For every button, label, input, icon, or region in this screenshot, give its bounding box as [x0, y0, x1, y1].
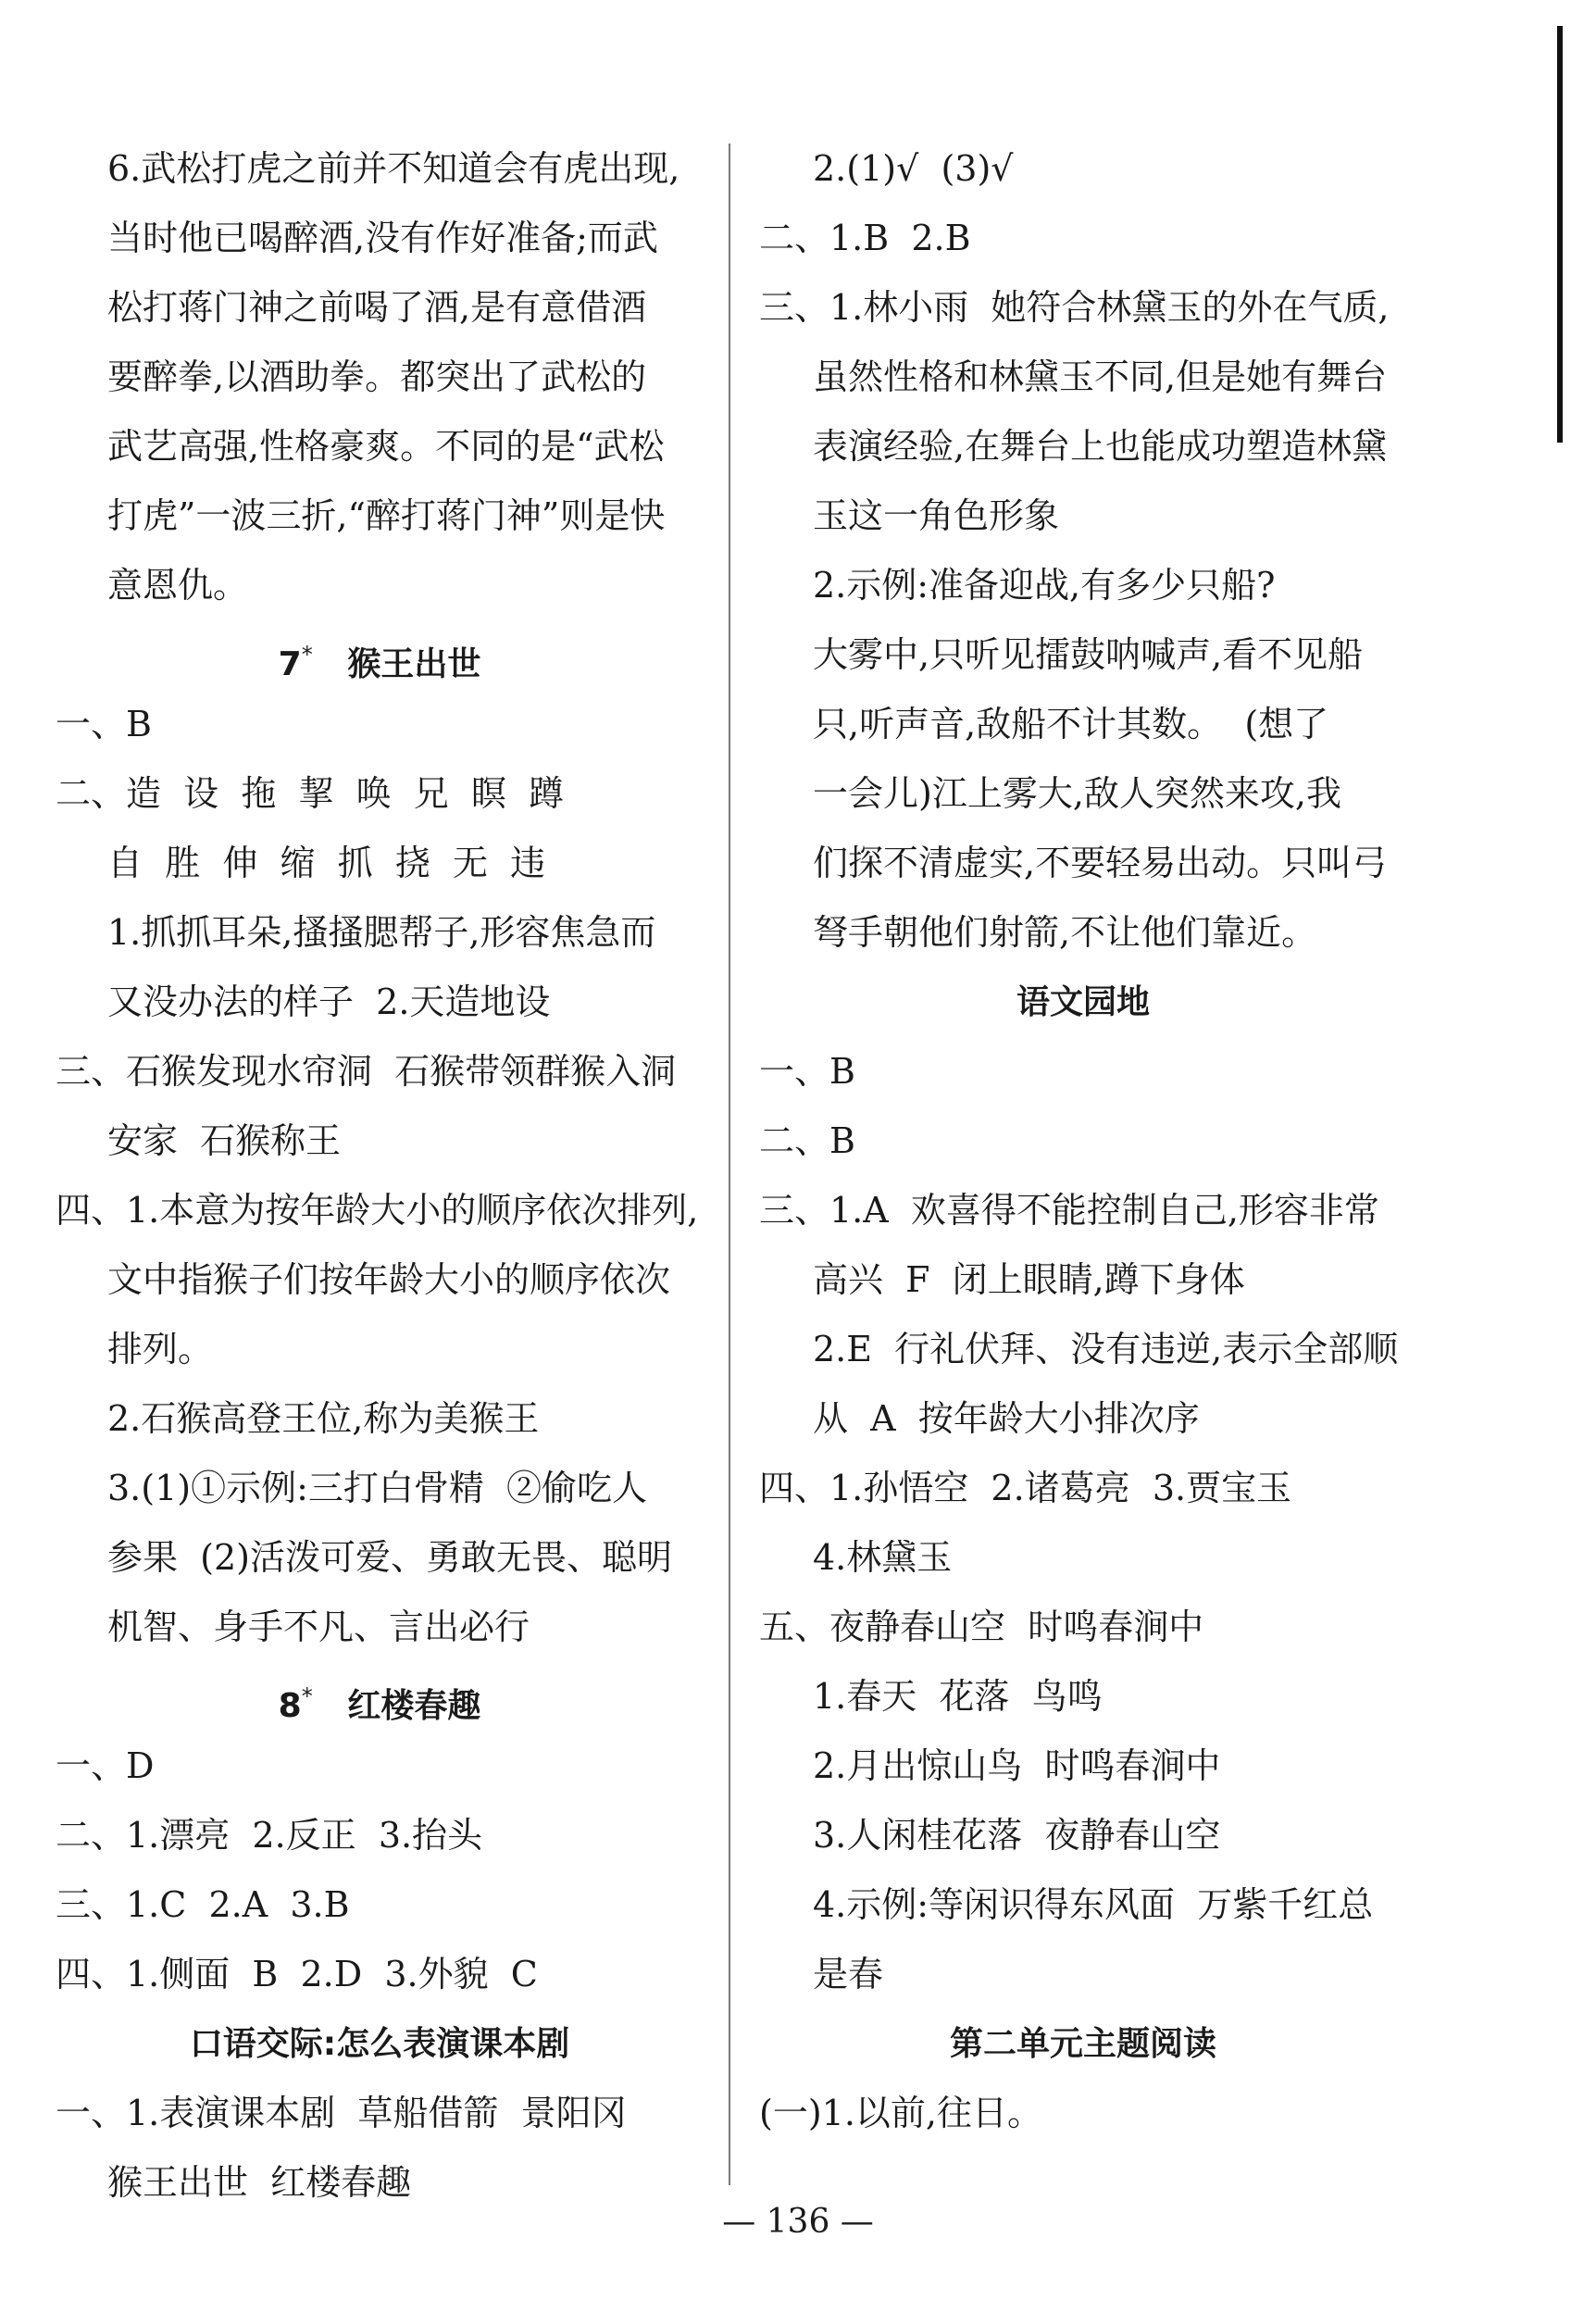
section-heading: [56, 620, 704, 690]
section-number: 8: [278, 1687, 302, 1725]
section-title: 猴王出世: [347, 645, 481, 683]
answer-line: 一、B: [56, 704, 152, 744]
answer-line: 2.示例:准备迎战,有多少只船?: [813, 565, 1276, 606]
answer-line: 从 A 按年龄大小排次序: [813, 1398, 1200, 1439]
answer-line: 三、1.C 2.A 3.B: [56, 1884, 350, 1925]
optional-mark: *: [301, 642, 313, 668]
answer-line: 机智、身手不凡、言出必行: [107, 1607, 530, 1647]
answer-line: 只,听声音,敌船不计其数。 (想了: [813, 704, 1329, 744]
answer-line: 安家 石猴称王: [107, 1120, 342, 1161]
answer-line: 4.林黛玉: [813, 1537, 953, 1578]
answer-line: 6.武松打虎之前并不知道会有虎出现,: [107, 148, 680, 189]
answer-line: 排列。: [107, 1329, 214, 1369]
answer-line: 表演经验,在舞台上也能成功塑造林黛: [813, 426, 1388, 467]
column-divider: [729, 144, 730, 2185]
section-heading: [759, 2009, 1407, 2079]
answer-line: 打虎”一波三折,“醉打蒋门神”则是快: [107, 495, 666, 536]
answer-line: 四、1.本意为按年龄大小的顺序依次排列,: [56, 1190, 699, 1231]
answer-line: 3.人闲桂花落 夜静春山空: [813, 1815, 1221, 1856]
section-title: 第二单元主题阅读: [949, 2025, 1216, 2063]
answer-line: 2.月出惊山鸟 时鸣春涧中: [813, 1745, 1221, 1786]
right-column: [759, 134, 1407, 2148]
section-title: 语文园地: [1016, 983, 1150, 1021]
section-number: 7: [278, 645, 302, 683]
answer-line: 一、D: [56, 1745, 155, 1786]
answer-line: 三、1.A 欢喜得不能控制自己,形容非常: [759, 1190, 1379, 1231]
answer-line: 2.E 行礼伏拜、没有违逆,表示全部顺: [813, 1329, 1399, 1369]
answer-line: 是春: [813, 1954, 884, 1994]
page-edge-bar: [1557, 26, 1563, 443]
answer-line: 1.春天 花落 鸟鸣: [813, 1676, 1103, 1717]
answer-line: 二、1.B 2.B: [759, 218, 971, 258]
answer-line: 又没办法的样子 2.天造地设: [107, 981, 551, 1022]
answer-line: 2.石猴高登王位,称为美猴王: [107, 1398, 540, 1439]
left-column: [56, 134, 704, 2218]
answer-line: 2.(1)√ (3)√: [813, 148, 1014, 189]
answer-line: 三、1.林小雨 她符合林黛玉的外在气质,: [759, 287, 1390, 328]
page-number: — 136 —: [722, 2203, 874, 2241]
answer-line: 4.示例:等闲识得东风面 万紫千红总: [813, 1884, 1374, 1925]
answer-line: 弩手朝他们射箭,不让他们靠近。: [813, 912, 1317, 953]
answer-line: 一、B: [759, 1051, 855, 1092]
answer-line: 大雾中,只听见擂鼓呐喊声,看不见船: [813, 634, 1364, 675]
answer-line: 五、夜静春山空 时鸣春涧中: [759, 1607, 1204, 1647]
answer-line: 文中指猴子们按年龄大小的顺序依次: [107, 1259, 671, 1300]
answer-line: 当时他已喝醉酒,没有作好准备;而武: [107, 218, 658, 258]
answer-line: 们探不清虚实,不要轻易出动。只叫弓: [813, 843, 1388, 883]
section-title: 口语交际:怎么表演课本剧: [189, 2025, 570, 2063]
answer-line: (一)1.以前,往日。: [759, 2093, 1042, 2133]
answer-line: 高兴 F 闭上眼睛,蹲下身体: [813, 1259, 1245, 1300]
answer-line: 意恩仇。: [107, 565, 249, 606]
section-heading: [56, 1662, 704, 1732]
answer-line: 自 胜 伸 缩 抓 挠 无 违: [107, 843, 546, 883]
answer-line: 四、1.侧面 B 2.D 3.外貌 C: [56, 1954, 538, 1994]
section-title: 红楼春趣: [347, 1687, 481, 1725]
section-heading: [759, 968, 1407, 1037]
answer-line: 猴王出世 红楼春趣: [107, 2162, 412, 2203]
answer-line: 二、1.漂亮 2.反正 3.抬头: [56, 1815, 483, 1856]
answer-line: 虽然性格和林黛玉不同,但是她有舞台: [813, 356, 1388, 397]
optional-mark: *: [301, 1683, 313, 1709]
answer-line: 要醉拳,以酒助拳。都突出了武松的: [107, 356, 647, 397]
answer-line: 武艺高强,性格豪爽。不同的是“武松: [107, 426, 665, 467]
answer-line: 玉这一角色形象: [813, 495, 1060, 536]
answer-line: 四、1.孙悟空 2.诸葛亮 3.贾宝玉: [759, 1468, 1292, 1508]
answer-line: 一会儿)江上雾大,敌人突然来攻,我: [813, 773, 1341, 814]
answer-line: 1.抓抓耳朵,搔搔腮帮子,形容焦急而: [107, 912, 656, 953]
answer-line: 一、1.表演课本剧 草船借箭 景阳冈: [56, 2093, 627, 2133]
answer-line: 3.(1)①示例:三打白骨精 ②偷吃人: [107, 1468, 648, 1508]
answer-line: 松打蒋门神之前喝了酒,是有意借酒: [107, 287, 647, 328]
answer-line: 参果 (2)活泼可爱、勇敢无畏、聪明: [107, 1537, 672, 1578]
section-heading: [56, 2009, 704, 2079]
answer-line: 三、石猴发现水帘洞 石猴带领群猴入洞: [56, 1051, 677, 1092]
answer-line: 二、B: [759, 1120, 855, 1161]
answer-line: 二、造 设 拖 挈 唤 兄 瞑 蹲: [56, 773, 565, 814]
